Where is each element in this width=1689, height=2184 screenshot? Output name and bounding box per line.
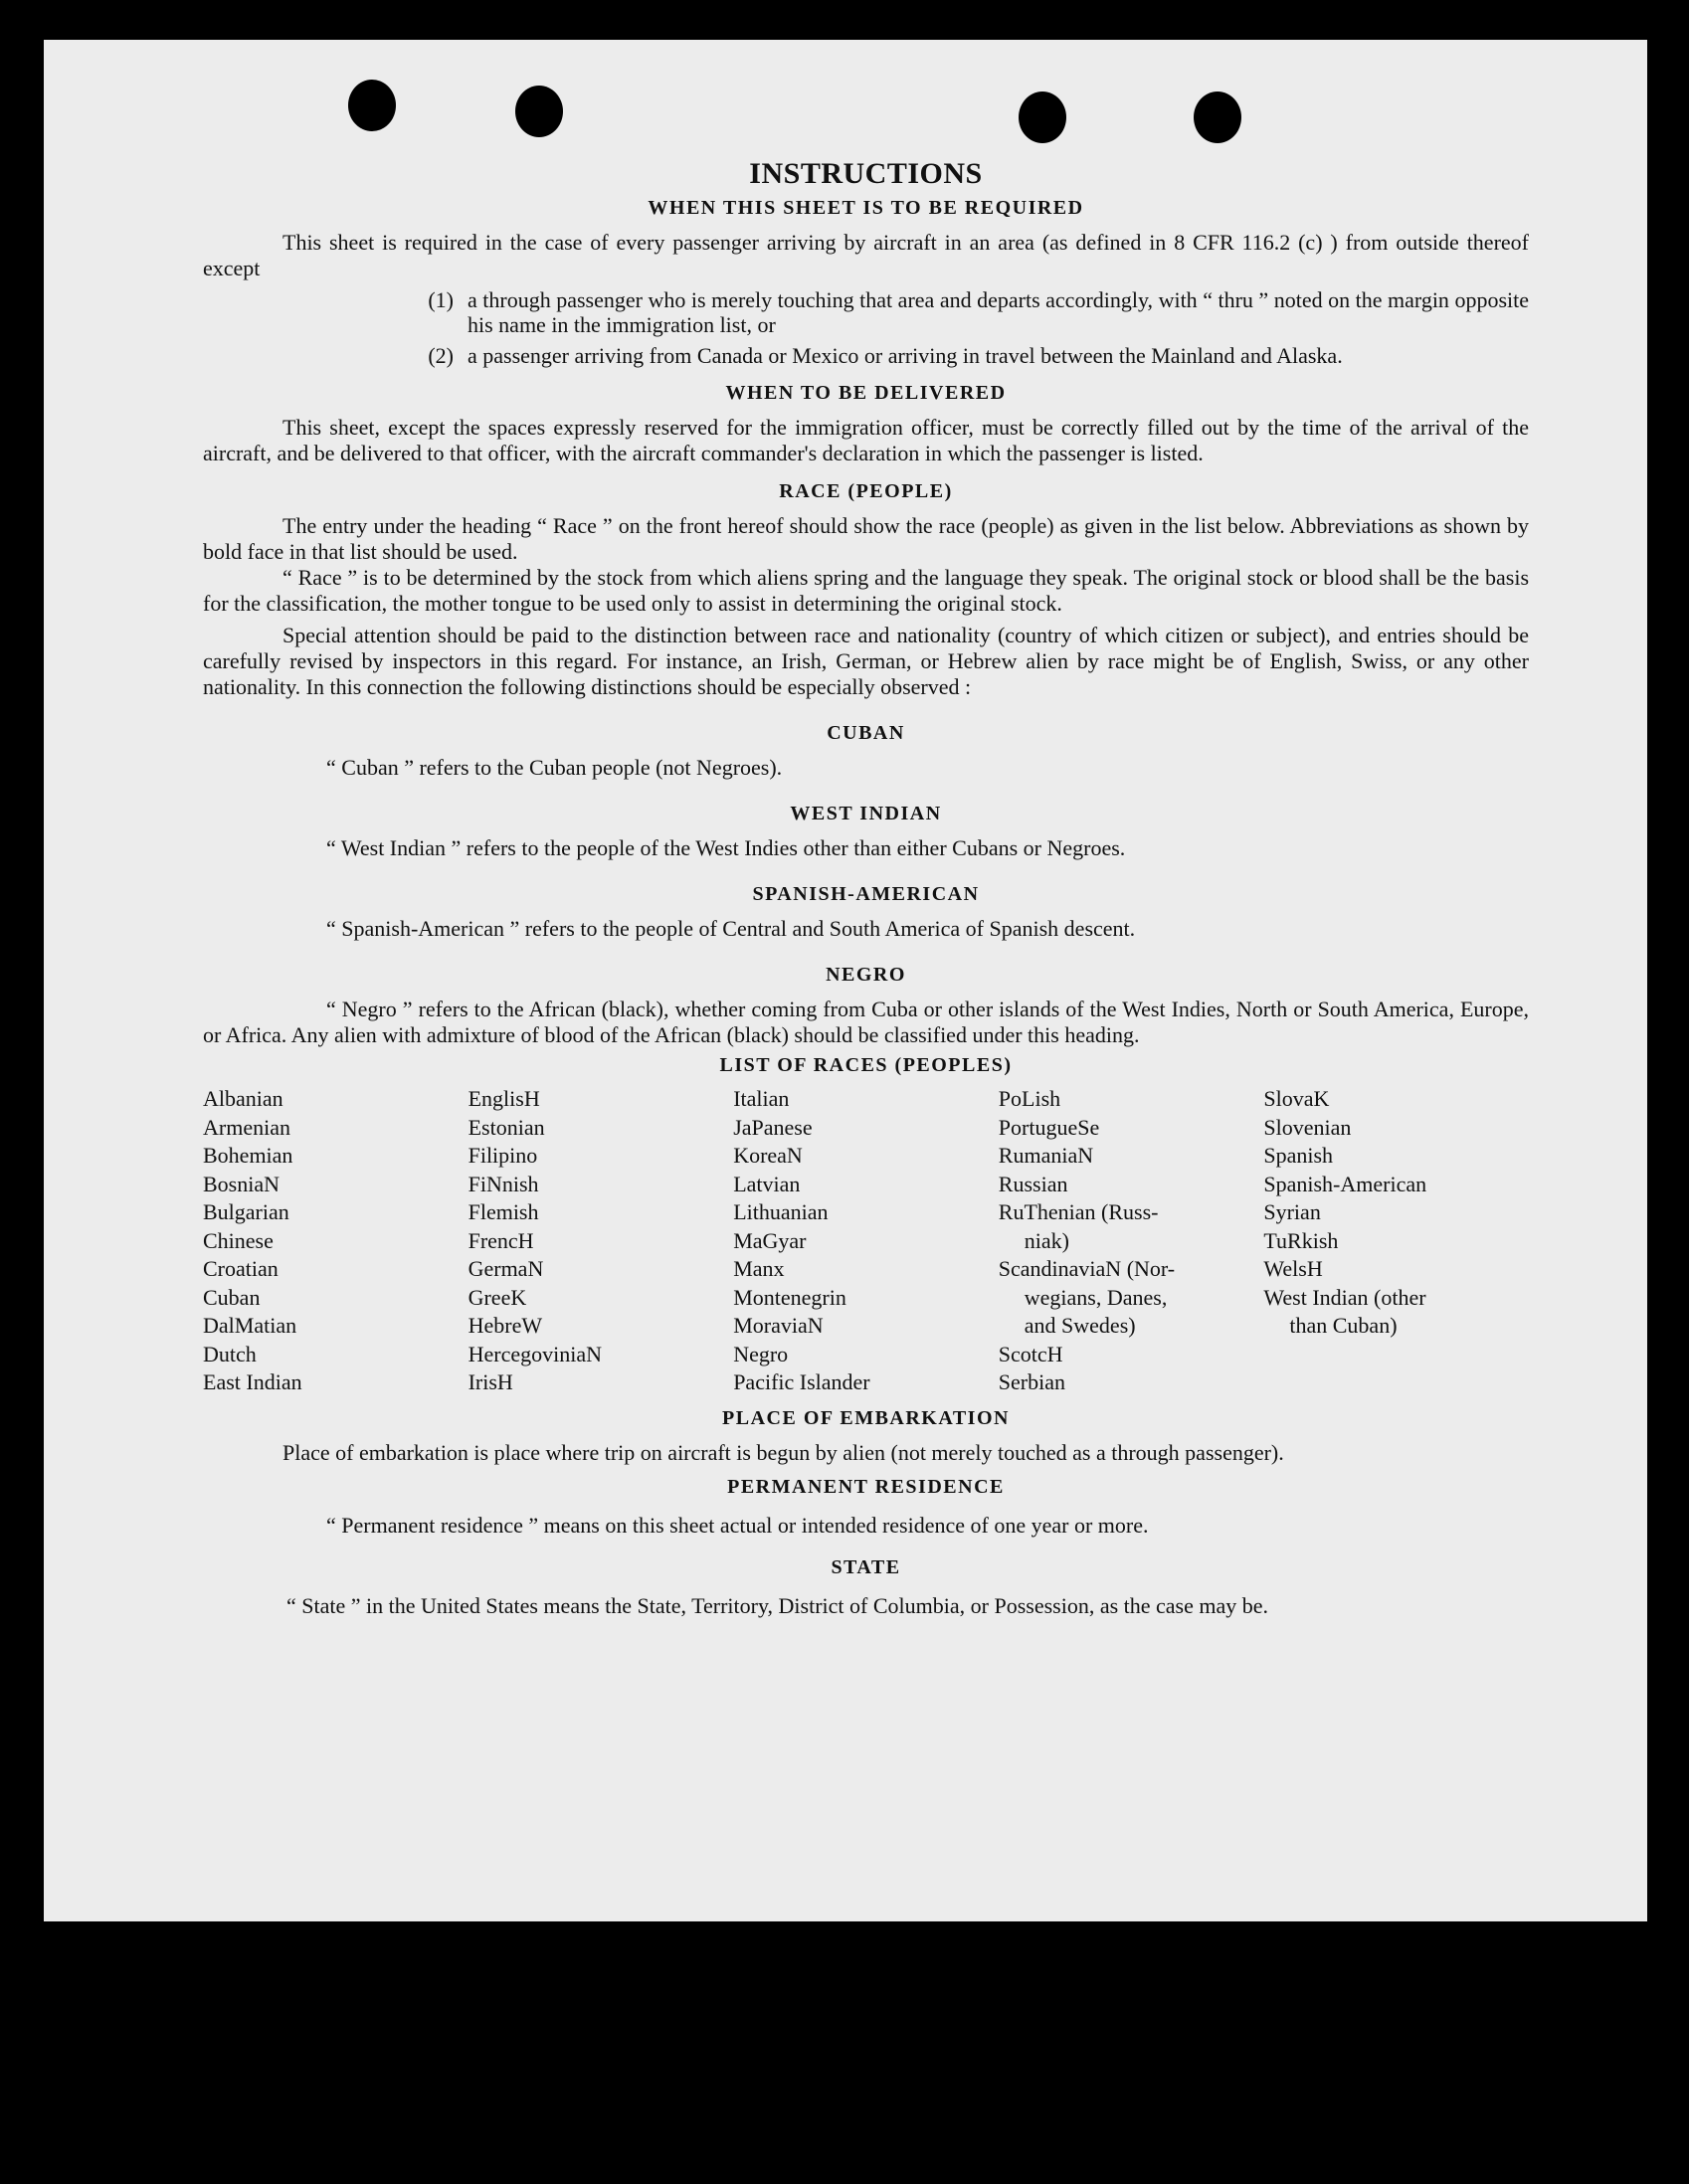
race-entry: Montenegrin — [733, 1284, 846, 1310]
race-entry: Bohemian — [203, 1143, 293, 1168]
race-entry: ScandinaviaN (Nor- — [998, 1256, 1176, 1281]
race-entry: and Swedes) — [1024, 1313, 1136, 1338]
race-entry: Spanish-American — [1263, 1171, 1427, 1196]
race-entry: wegians, Danes, — [1024, 1284, 1168, 1310]
race-entry: Serbian — [998, 1369, 1065, 1394]
race-entry: GreeK — [468, 1284, 527, 1310]
punch-hole-2 — [515, 86, 563, 137]
race-entry: GermaN — [468, 1256, 544, 1281]
punch-hole-3 — [1019, 91, 1066, 143]
race-entry: Albanian — [203, 1086, 283, 1111]
race-column-3 — [733, 1085, 999, 1397]
required-intro: This sheet is required in the case of every passenger arriving by aircraft in an area (as defined in 8 CFR 116.2 (c) ) from outside thereof except — [203, 230, 1529, 280]
race-entry: KoreaN — [733, 1143, 803, 1168]
race-entry: Estonian — [468, 1114, 545, 1140]
required-item-1 — [203, 287, 1529, 337]
race-entry: Syrian — [1263, 1199, 1321, 1224]
race-entry: MoraviaN — [733, 1313, 824, 1338]
item-text: a through passenger who is merely touching that area and departs accordingly, with “ thru ” noted on the margin opposite his name in the immigration list, or — [468, 287, 1529, 337]
instructions-content — [203, 157, 1529, 1619]
race-column-5 — [1263, 1085, 1529, 1397]
item-number: (1) — [428, 287, 454, 312]
race-entry: Cuban — [203, 1284, 261, 1310]
heading-spanish-american: SPANISH-AMERICAN — [752, 883, 980, 905]
state-text: “ State ” in the United States means the State, Territory, District of Columbia, or Possession, as the case may be. — [286, 1592, 1269, 1618]
race-column-2 — [469, 1085, 734, 1397]
race-paragraph-1: The entry under the heading “ Race ” on the front hereof should show the race (people) as given in the list below. Abbreviations as shown by bold face in that list should be used. — [203, 513, 1529, 564]
race-entry: Italian — [733, 1086, 790, 1111]
races-list — [203, 1085, 1529, 1397]
heading-negro: NEGRO — [826, 964, 906, 986]
race-entry: IrisH — [468, 1369, 513, 1394]
cuban-text: “ Cuban ” refers to the Cuban people (not Negroes). — [326, 755, 783, 780]
race-paragraph-3: Special attention should be paid to the distinction between race and nationality (country of which citizen or subject), and entries should be carefully revised by inspectors in this regard. For instance, an Irish, German, or Hebrew alien by race might be of English, Swiss, or any other nationality. In this connection the following distinctions should be especially observed : — [203, 623, 1529, 699]
race-entry: Dutch — [203, 1341, 257, 1366]
heading-delivered: WHEN TO BE DELIVERED — [725, 382, 1007, 404]
heading-race: RACE (PEOPLE) — [779, 480, 953, 502]
race-entry: Latvian — [733, 1171, 801, 1196]
spanish-american-text: “ Spanish-American ” refers to the people of Central and South America of Spanish descent. — [326, 916, 1136, 941]
race-entry: TuRkish — [1263, 1227, 1339, 1253]
race-entry: RuThenian (Russ- — [998, 1199, 1159, 1224]
heading-embarkation: PLACE OF EMBARKATION — [722, 1406, 1010, 1429]
race-entry: Spanish — [1263, 1143, 1334, 1168]
race-entry: ScotcH — [998, 1341, 1063, 1366]
race-entry: niak) — [1024, 1227, 1069, 1253]
race-entry: Armenian — [203, 1114, 290, 1140]
required-item-2 — [203, 343, 1529, 368]
race-entry: MaGyar — [733, 1227, 807, 1253]
race-entry: FiNnish — [468, 1171, 539, 1196]
race-entry: than Cuban) — [1289, 1313, 1398, 1338]
embarkation-text: Place of embarkation is place where trip on aircraft is begun by alien (not merely touched as a through passenger). — [282, 1439, 1284, 1465]
race-column-1 — [203, 1085, 469, 1397]
race-entry: East Indian — [203, 1369, 302, 1394]
heading-residence: PERMANENT RESIDENCE — [727, 1475, 1005, 1498]
race-entry: Russian — [998, 1171, 1068, 1196]
delivered-text: This sheet, except the spaces expressly reserved for the immigration officer, must be correctly filled out by the time of the arrival of the aircraft, and be delivered to that officer, with the aircraft commander's declaration in which the passenger is listed. — [203, 415, 1529, 465]
race-entry: JaPanese — [733, 1114, 813, 1140]
race-entry: PortugueSe — [998, 1114, 1100, 1140]
race-entry: Lithuanian — [733, 1199, 829, 1224]
west-indian-text: “ West Indian ” refers to the people of the West Indies other than either Cubans or Negroes. — [326, 835, 1126, 860]
race-paragraph-2: “ Race ” is to be determined by the stock from which aliens spring and the language they speak. The original stock or blood shall be the basis for the classification, the mother tongue to be used only to assist in determining the original stock. — [203, 565, 1529, 616]
race-entry: RumaniaN — [998, 1143, 1094, 1168]
race-entry: West Indian (other — [1263, 1284, 1426, 1310]
race-entry: BosniaN — [203, 1171, 280, 1196]
page-title: INSTRUCTIONS — [749, 157, 983, 190]
heading-required: WHEN THIS SHEET IS TO BE REQUIRED — [648, 197, 1084, 219]
race-entry: HebreW — [468, 1313, 543, 1338]
race-entry: FrencH — [468, 1227, 534, 1253]
race-entry: Bulgarian — [203, 1199, 289, 1224]
race-entry: EnglisH — [468, 1086, 540, 1111]
race-entry: PoLish — [998, 1086, 1061, 1111]
race-entry: Pacific Islander — [733, 1369, 870, 1394]
heading-list-of-races: LIST OF RACES (PEOPLES) — [719, 1054, 1013, 1076]
race-entry: WelsH — [1263, 1256, 1323, 1281]
heading-cuban: CUBAN — [827, 722, 905, 744]
item-number: (2) — [428, 343, 454, 368]
race-column-4 — [999, 1085, 1264, 1397]
punch-hole-4 — [1194, 91, 1241, 143]
race-entry: HercegoviniaN — [468, 1341, 602, 1366]
race-entry: DalMatian — [203, 1313, 297, 1338]
race-entry: Filipino — [468, 1143, 538, 1168]
race-entry: Negro — [733, 1341, 789, 1366]
item-text: a passenger arriving from Canada or Mexico or arriving in travel between the Mainland and Alaska. — [468, 343, 1343, 368]
race-entry: SlovaK — [1263, 1086, 1330, 1111]
heading-west-indian: WEST INDIAN — [790, 803, 942, 824]
punch-hole-1 — [348, 80, 396, 131]
race-entry: Slovenian — [1263, 1114, 1352, 1140]
document-page — [44, 40, 1647, 1921]
negro-text: “ Negro ” refers to the African (black), whether coming from Cuba or other islands of the West Indies, North or South America, Europe, or Africa. Any alien with admixture of blood of the African (black) should be classified under this heading. — [203, 997, 1529, 1047]
residence-text: “ Permanent residence ” means on this sheet actual or intended residence of one year or more. — [326, 1512, 1149, 1538]
race-entry: Croatian — [203, 1256, 279, 1281]
heading-state: STATE — [831, 1555, 901, 1578]
race-entry: Manx — [733, 1256, 785, 1281]
race-entry: Chinese — [203, 1227, 274, 1253]
race-entry: Flemish — [468, 1199, 539, 1224]
